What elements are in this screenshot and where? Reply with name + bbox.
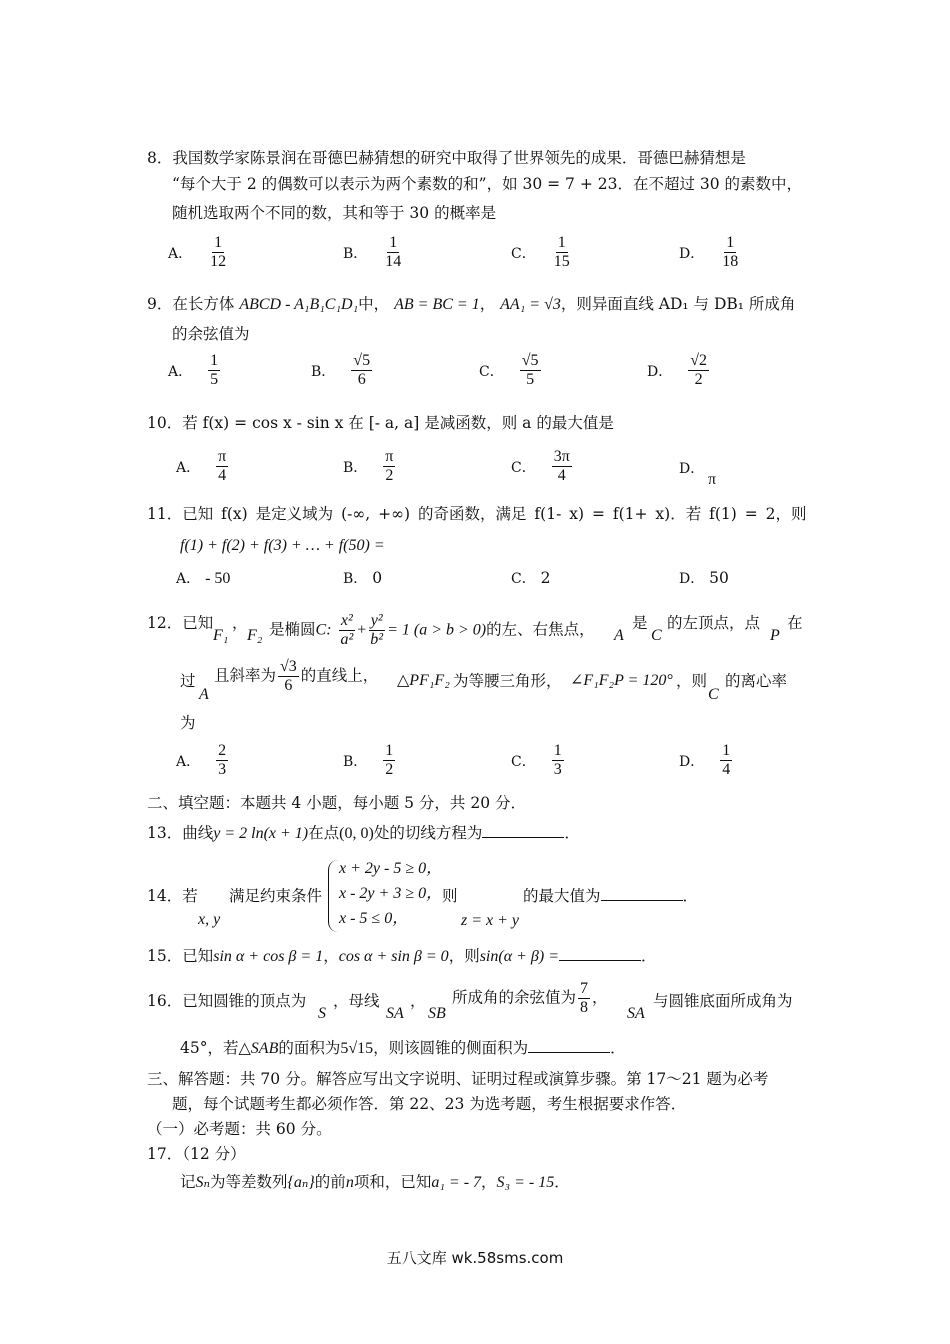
q14-constraint-1: x + 2y - 5 ≥ 0，: [339, 860, 443, 877]
q12-line2-start: 过: [180, 672, 196, 690]
q10-option-d-value: π: [708, 471, 717, 488]
q12-shi: 是: [632, 614, 648, 632]
q12-comma: ，: [232, 614, 248, 632]
q16-start: 16．已知圆锥的顶点为: [147, 992, 307, 1010]
q14-constraint-2: x - 2y + 3 ≥ 0，: [339, 885, 443, 902]
q12-line3: 为: [180, 714, 196, 732]
q14-vars: x, y: [198, 911, 221, 928]
q12-zai: 在: [787, 614, 803, 632]
q12-line1-start: 12．已知: [147, 614, 214, 632]
q8-line1: 8．我国数学家陈景润在哥德巴赫猜想的研究中取得了世界领先的成果．哥德巴赫猜想是: [147, 149, 746, 167]
q16-comma: ，: [410, 992, 426, 1010]
q16-vertex-s: S: [318, 1005, 326, 1022]
q12-triangle: △PF₁F₂: [397, 672, 450, 689]
q10-option-d: D．: [679, 461, 705, 477]
q11-option-d: D． 50: [679, 569, 729, 587]
q12-point-a2: A: [199, 686, 209, 703]
q12-option-a: A． $\frac{2}{3}$: [176, 742, 227, 778]
q17-text: 记Sₙ为等差数列{aₙ}的前n项和，已知a₁ = - 7，S₃ = - 15．: [180, 1173, 570, 1191]
q14-brace: [328, 860, 339, 932]
q10-option-a: A． $\frac{\pi}{4}$: [176, 448, 227, 484]
q9-option-b: B． $\frac{√5}{6}$: [311, 352, 371, 388]
q12-vertex-text: 的左顶点，点: [667, 614, 761, 632]
q13: 13．曲线y = 2 ln(x + 1)在点(0, 0)处的切线方程为 ．: [147, 824, 580, 842]
q14-objective: z = x + y: [461, 912, 520, 929]
q8-option-b: B． $\frac{1}{14}$: [343, 234, 402, 270]
q16-generatrix: ，母线: [333, 992, 380, 1010]
q8-option-c: C． $\frac{1}{15}$: [511, 234, 570, 270]
q8-line3: 随机选取两个不同的数，其和等于 30 的概率是: [172, 204, 497, 222]
q8-line2: “每个大于 2 的偶数可以表示为两个素数的和”，如 30 = 7 + 23．在不超过 30 的素数中，: [172, 175, 803, 193]
q12-f1: F₁: [213, 627, 229, 644]
q10-option-b: B． $\frac{\pi}{2}$: [343, 448, 394, 484]
q12-eccentricity: 的离心率: [725, 672, 788, 690]
q14-start: 14．若: [147, 887, 198, 905]
section2-heading: 二、填空题：本题共 4 小题，每小题 5 分，共 20 分．: [147, 794, 527, 812]
q9-option-c: C． $\frac{√5}{5}$: [479, 352, 539, 388]
q12-option-d: D． $\frac{1}{4}$: [679, 742, 731, 778]
q16-sa: SA: [386, 1005, 404, 1022]
q12-option-c: C． $\frac{1}{3}$: [511, 742, 562, 778]
section3-line1: 三、解答题：共 70 分。解答应写出文字说明、证明过程或演算步骤。第 17～21 题为必考: [147, 1070, 769, 1088]
q15: 15．已知sin α + cos β = 1，cos α + sin β = 0，则sin(α + β) = ．: [147, 947, 657, 965]
q17-heading: 17．（12 分）: [147, 1145, 246, 1163]
q16-answer-blank: [528, 1038, 610, 1053]
q16-cosine: 所成角的余弦值为 $\frac{7}{8}$ ，: [452, 980, 608, 1016]
q16-line2: 45°，若△SAB的面积为5√15，则该圆锥的侧面积为 ．: [180, 1039, 626, 1057]
q10-option-c: C． $\frac{3\pi}{4}$: [511, 448, 570, 484]
q14-constraint-label: 满足约束条件: [229, 887, 323, 905]
q9-line1: 9．在长方体 ABCD - A₁B₁C₁D₁中， AB = BC = 1， AA₁ = √3，则异面直线 AD₁ 与 DB₁ 所成角: [147, 295, 796, 313]
q8-option-a: A． $\frac{1}{12}$: [168, 234, 227, 270]
q11-option-c: C． 2: [511, 569, 551, 587]
q12-ze: ，则: [676, 672, 708, 690]
q11-line2: f(1) + f(2) + f(3) + … + f(50) =: [180, 537, 385, 554]
footer-watermark: 五八文库 wk.58sms.com: [386, 1249, 564, 1267]
q12-option-b: B． $\frac{1}{2}$: [343, 742, 394, 778]
q14-constraint-3: x - 5 ≤ 0，: [339, 910, 409, 927]
q15-answer-blank: [559, 946, 641, 961]
q16-base-angle: 与圆锥底面所成角为: [653, 992, 793, 1010]
q14-max: 的最大值为 ．: [523, 887, 699, 905]
q12-f2: F₂: [247, 627, 263, 644]
q16-sb: SB: [428, 1005, 446, 1022]
q12-angle: ∠F₁F₂P = 120°: [570, 672, 673, 689]
q8-option-d: D． $\frac{1}{18}$: [679, 234, 739, 270]
q11-option-a: A． - 50: [176, 570, 231, 587]
q14-answer-blank: [601, 886, 683, 901]
q13-answer-blank: [482, 823, 564, 838]
q12-point-a: A: [614, 627, 624, 644]
section3-line2: 题，每个试题考生都必须作答．第 22、23 为选考题，考生根据要求作答．: [172, 1095, 687, 1113]
q11-option-b: B． 0: [343, 569, 383, 587]
q12-slope: 且斜率为 $\frac{√3}{6}$ 的直线上，: [214, 658, 379, 694]
q14-ze: 则: [442, 887, 458, 905]
q9-option-a: A． $\frac{1}{5}$: [168, 352, 219, 388]
q9-option-d: D． $\frac{√2}{2}$: [647, 352, 708, 388]
q12-point-c2: C: [708, 686, 719, 703]
q16-sa2: SA: [627, 1005, 645, 1022]
q12-point-c: C: [651, 627, 662, 644]
q12-isosceles: 为等腰三角形，: [453, 672, 562, 690]
q10-text: 10．若 f(x) = cos x - sin x 在 [- a, a] 是减函数，则 a 的最大值是: [147, 414, 614, 432]
q11-line1: 11．已知 f(x) 是定义域为 (-∞, +∞) 的奇函数，满足 f(1- x) = f(1+ x)．若 f(1) = 2，则: [147, 505, 807, 523]
q12-point-p: P: [770, 627, 780, 644]
q9-line2: 的余弦值为: [172, 325, 250, 343]
part1-heading: （一）必考题：共 60 分。: [147, 1120, 332, 1138]
q12-ellipse-text: 是椭圆C: $\frac{\text{x²}}{\text{a²}}$ + $\frac{\text{y²}}{\text{b²}}$ = 1 (a > b > 0)的左、右焦点，: [269, 612, 595, 648]
